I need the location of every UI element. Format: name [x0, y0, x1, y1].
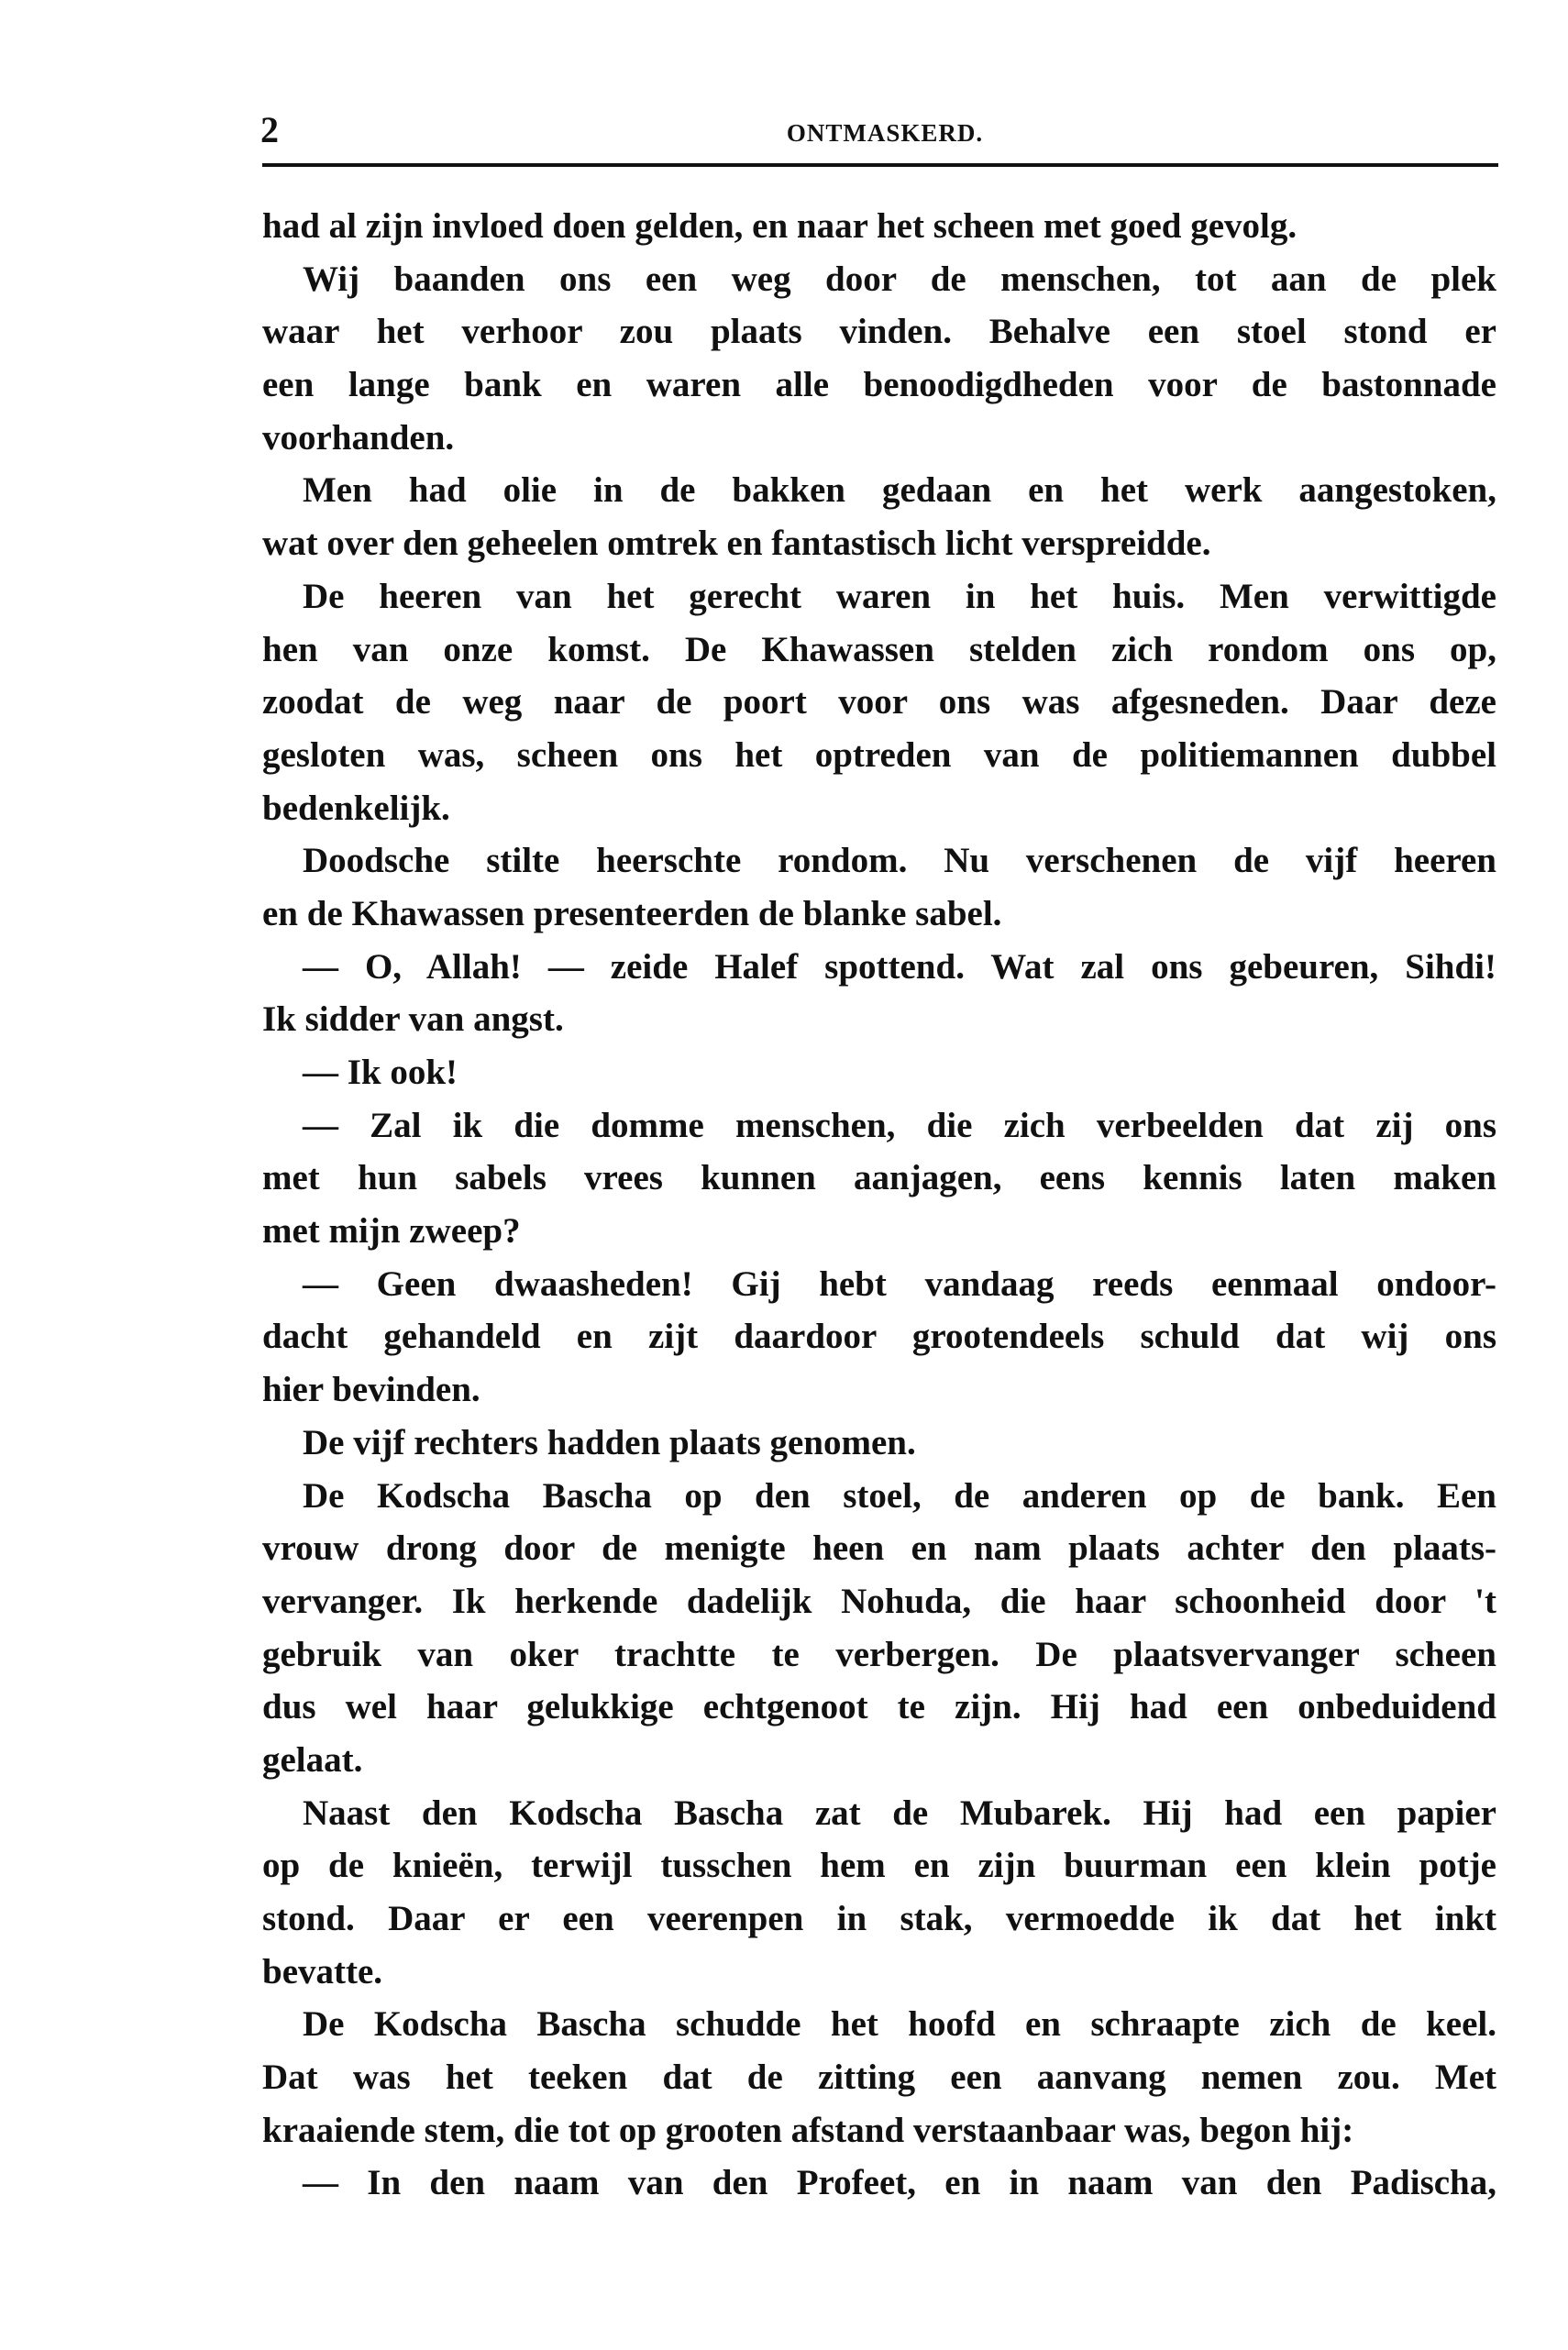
header-rule	[262, 163, 1498, 167]
paragraph	[262, 1470, 1496, 1787]
text-line: kraaiende stem, die tot op grooten afstand verstaanbaar was, begon hij:	[262, 2110, 1354, 2150]
text-line: gesloten was, scheen ons het optreden van de politiemannen dubbel	[262, 734, 1496, 775]
text-line: De heeren van het gerecht waren in het huis. Men verwittigde	[303, 576, 1496, 616]
text-line: De vijf rechters hadden plaats genomen.	[303, 1422, 916, 1462]
body-text	[262, 200, 1496, 2210]
paragraph	[262, 941, 1496, 1046]
text-line: Ik sidder van angst.	[262, 999, 564, 1040]
text-line: dacht gehandeld en zijt daardoor grootendeels schuld dat wij ons	[262, 1317, 1496, 1357]
paragraph	[262, 1417, 1496, 1470]
paragraph	[262, 1258, 1496, 1417]
paragraph	[262, 1787, 1496, 1999]
text-line: gebruik van oker trachtte te verbergen. De plaatsvervanger scheen	[262, 1634, 1496, 1674]
paragraph	[262, 1046, 1496, 1099]
paragraph	[262, 464, 1496, 569]
text-line: Doodsche stilte heerschte rondom. Nu verschenen de vijf heeren	[303, 841, 1496, 881]
text-line: Dat was het teeken dat de zitting een aanvang nemen zou. Met	[262, 2058, 1496, 2098]
paragraph	[262, 1998, 1496, 2157]
paragraph	[262, 834, 1496, 940]
text-line: De Kodscha Bascha op den stoel, de anderen op de bank. Een	[303, 1475, 1496, 1516]
text-line: vervanger. Ik herkende dadelijk Nohuda, die haar schoonheid door 't	[262, 1581, 1496, 1621]
text-line: vrouw drong door de menigte heen en nam plaats achter den plaats-	[262, 1528, 1496, 1569]
text-line: De Kodscha Bascha schudde het hoofd en schraapte zich de keel.	[303, 2004, 1496, 2045]
text-line: gelaat.	[262, 1739, 363, 1780]
text-line: dus wel haar gelukkige echtgenoot te zijn. Hij had een onbeduidend	[262, 1687, 1496, 1727]
text-line: wat over den geheelen omtrek en fantastisch licht verspreidde.	[262, 524, 1211, 564]
text-line: hier bevinden.	[262, 1370, 480, 1410]
page-number: 2	[260, 109, 279, 150]
text-line: bevatte.	[262, 1951, 383, 1991]
text-line: met hun sabels vrees kunnen aanjagen, eens kennis laten maken	[262, 1158, 1496, 1198]
text-line: voorhanden.	[262, 417, 455, 458]
text-line: zoodat de weg naar de poort voor ons was afgesneden. Daar deze	[262, 682, 1496, 723]
paragraph	[262, 253, 1496, 465]
text-line: — In den naam van den Profeet, en in naam van den Padischa,	[303, 2163, 1496, 2203]
paragraph	[262, 2157, 1496, 2210]
text-line: hen van onze komst. De Khawassen stelden zich rondom ons op,	[262, 629, 1496, 669]
text-line: en de Khawassen presenteerden de blanke sabel.	[262, 893, 1002, 933]
text-line: — Ik ook!	[303, 1053, 458, 1092]
text-line: met mijn zweep?	[262, 1211, 521, 1252]
text-line: Men had olie in de bakken gedaan en het werk aangestoken,	[303, 470, 1496, 511]
text-line: — Geen dwaasheden! Gij hebt vandaag reeds eenmaal ondoor-	[303, 1263, 1496, 1304]
text-line: stond. Daar er een veerenpen in stak, vermoedde ik dat het inkt	[262, 1899, 1496, 1938]
text-line: had al zijn invloed doen gelden, en naar het scheen met goed gevolg.	[262, 206, 1297, 246]
paragraph	[262, 200, 1496, 253]
text-line: een lange bank en waren alle benoodigdheden voor de bastonnade	[262, 365, 1496, 405]
text-line: Naast den Kodscha Bascha zat de Mubarek. Hij had een papier	[303, 1793, 1496, 1833]
running-title: ONTMASKERD.	[786, 119, 984, 147]
paragraph	[262, 1099, 1496, 1258]
text-line: Wij baanden ons een weg door de menschen, tot aan de plek	[303, 259, 1496, 299]
text-line: bedenkelijk.	[262, 788, 450, 828]
paragraph	[262, 570, 1496, 834]
text-line: — O, Allah! — zeide Halef spottend. Wat zal ons gebeuren, Sihdi!	[303, 946, 1496, 987]
text-line: op de knieën, terwijl tusschen hem en zijn buurman een klein potje	[262, 1846, 1496, 1886]
text-line: — Zal ik die domme menschen, die zich verbeelden dat zij ons	[303, 1105, 1496, 1145]
text-line: waar het verhoor zou plaats vinden. Behalve een stoel stond er	[262, 312, 1496, 352]
